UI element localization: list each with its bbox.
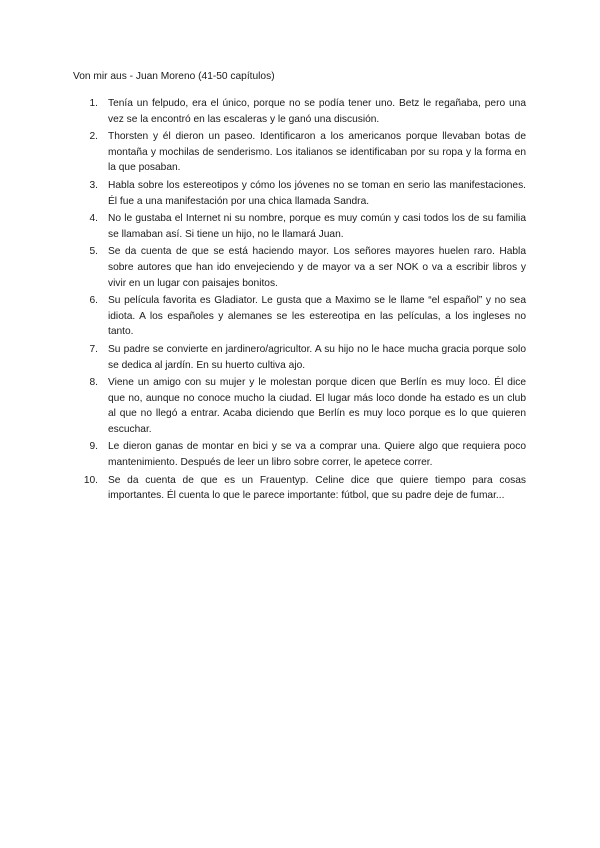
document-title: Von mir aus - Juan Moreno (41-50 capítulos) — [73, 71, 275, 82]
numbered-list — [0, 96, 600, 506]
list-item-text: Tenía un felpudo, era el único, porque no se podía tener uno. Betz le regañaba, pero una vez se la encontró en las escaleras y le ganó una discusión. — [108, 98, 526, 125]
list-item-number: 8. — [89, 377, 98, 389]
list-item-text: Se da cuenta de que se está haciendo mayor. Los señores mayores huelen raro. Habla sobre autores que han ido envejeciendo y de mayor va a ser NOK o va a escribir libros y vivir en un lugar con paisajes bonitos. — [108, 246, 526, 289]
list-item — [0, 96, 600, 127]
list-item-text: Se da cuenta de que es un Frauentyp. Celine dice que quiere tiempo para cosas importantes. Él cuenta lo que le parece importante: fútbol, que su padre deje de fumar... — [108, 474, 526, 502]
list-item — [0, 439, 600, 470]
list-item — [0, 375, 600, 437]
list-item — [0, 244, 600, 291]
list-item-text: Le dieron ganas de montar en bici y se va a comprar una. Quiere algo que requiera poco mantenimiento. Después de leer un libro sobre correr, le apetece correr. — [108, 441, 526, 469]
list-item-number: 2. — [89, 131, 98, 143]
list-item — [0, 473, 600, 504]
list-item — [0, 342, 600, 373]
list-item-number: 9. — [89, 441, 98, 453]
list-item-number: 10. — [83, 474, 98, 486]
list-item-text: Viene un amigo con su mujer y le molestan porque dicen que Berlín es muy loco. Él dice que no, aunque no conoce mucho la ciudad. El lugar más loco donde ha estado es un club al que no llegó a entrar. Acaba diciendo que Berlín es muy loco porque es lo que quieren escuchar. — [108, 377, 526, 435]
list-item-number: 4. — [89, 213, 98, 225]
list-item-text: No le gustaba el Internet ni su nombre, porque es muy común y casi todos los de su familia se llamaban así. Si tiene un hijo, no le llamará Juan. — [108, 213, 526, 240]
list-item-number: 1. — [89, 98, 98, 109]
list-item-number: 5. — [89, 246, 98, 258]
list-item — [0, 129, 600, 176]
list-item-number: 7. — [89, 343, 98, 355]
list-item-number: 3. — [89, 179, 98, 191]
list-item-text: Thorsten y él dieron un paseo. Identificaron a los americanos porque llevaban botas de montaña y mochilas de senderismo. Los italianos se identificaban por su ropa y la forma en la que posaban. — [108, 131, 526, 174]
list-item-text: Habla sobre los estereotipos y cómo los jóvenes no se toman en serio las manifestaciones. Él fue a una manifestación por una chica llamada Sandra. — [108, 179, 526, 207]
list-item — [0, 293, 600, 340]
list-item — [0, 178, 600, 209]
list-item — [0, 211, 600, 242]
list-item-text: Su película favorita es Gladiator. Le gusta que a Maximo se le llame “el español” y no sea idiota. A los españoles y alemanes se les estereotipa en las películas, a los ingleses no tanto. — [108, 295, 526, 338]
list-item-text: Su padre se convierte en jardinero/agricultor. A su hijo no le hace mucha gracia porque solo se dedica al jardín. En su huerto cultiva ajo. — [108, 343, 526, 371]
list-item-number: 6. — [89, 295, 98, 307]
